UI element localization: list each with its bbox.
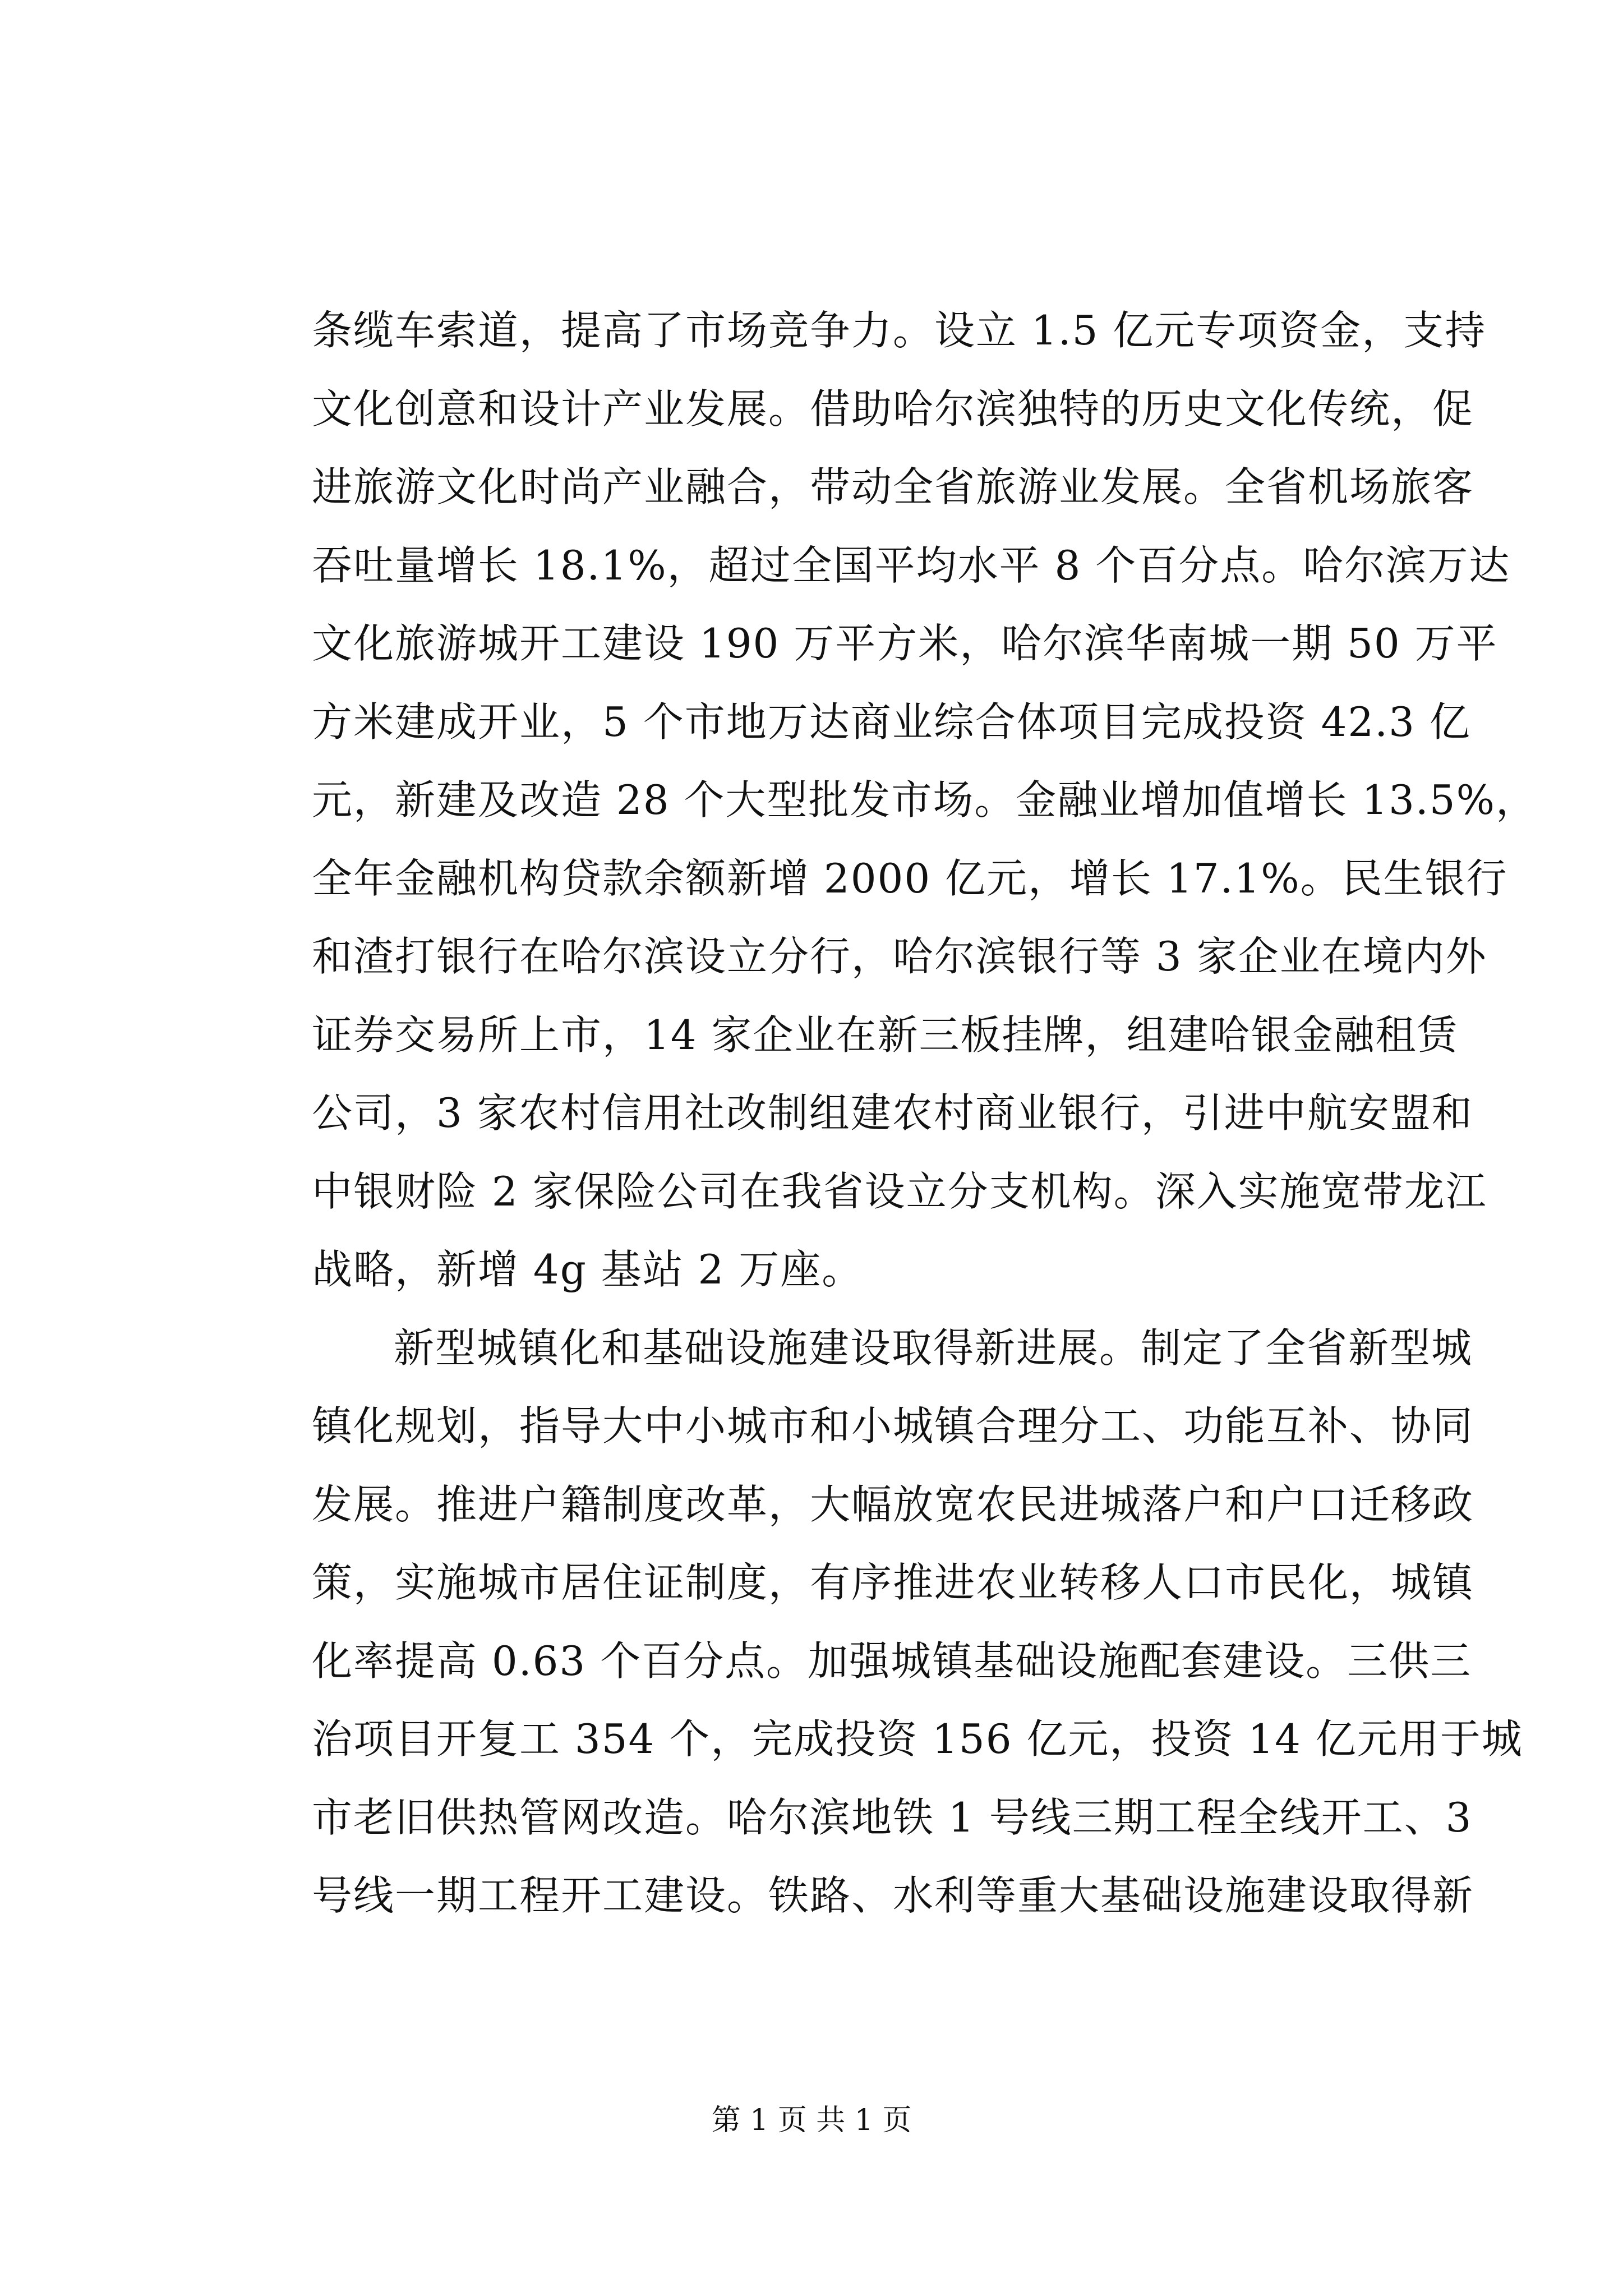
paragraph-line: 方米建成开业，5 个市地万达商业综合体项目完成投资 42.3 亿 [312, 698, 1471, 746]
paragraph-line: 条缆车索道，提高了市场竞争力。设立 1.5 亿元专项资金，支持 [312, 307, 1487, 354]
paragraph-line: 进旅游文化时尚产业融合，带动全省旅游业发展。全省机场旅客 [312, 463, 1474, 510]
paragraph-line: 战略，新增 4g 基站 2 万座。 [312, 1246, 864, 1293]
page-number-footer: 第 1 页 共 1 页 [711, 2104, 912, 2137]
paragraph-line: 证券交易所上市，14 家企业在新三板挂牌，组建哈银金融租赁 [312, 1011, 1459, 1059]
paragraph-line: 化率提高 0.63 个百分点。加强城镇基础设施配套建设。三供三 [312, 1637, 1472, 1685]
paragraph-line: 市老旧供热管网改造。哈尔滨地铁 1 号线三期工程全线开工、3 [312, 1793, 1473, 1841]
paragraph-line: 文化旅游城开工建设 190 万平方米，哈尔滨华南城一期 50 万平 [312, 620, 1498, 667]
paragraph-line: 文化创意和设计产业发展。借助哈尔滨独特的历史文化传统，促 [312, 385, 1474, 432]
paragraph-line: 策，实施城市居住证制度，有序推进农业转移人口市民化，城镇 [312, 1559, 1474, 1606]
paragraph-line: 治项目开复工 354 个，完成投资 156 亿元，投资 14 亿元用于城 [312, 1715, 1523, 1763]
paragraph-line: 发展。推进户籍制度改革，大幅放宽农民进城落户和户口迁移政 [312, 1480, 1474, 1528]
paragraph-line: 中银财险 2 家保险公司在我省设立分支机构。深入实施宽带龙江 [312, 1167, 1487, 1215]
paragraph-line: 吞吐量增长 18.1%，超过全国平均水平 8 个百分点。哈尔滨万达 [312, 541, 1511, 589]
paragraph-line: 镇化规划，指导大中小城市和小城镇合理分工、功能互补、协同 [312, 1402, 1474, 1450]
paragraph-line: 公司，3 家农村信用社改制组建农村商业银行，引进中航安盟和 [312, 1089, 1473, 1137]
paragraph-line: 元，新建及改造 28 个大型批发市场。金融业增加值增长 13.5%， [312, 776, 1538, 823]
body-text [312, 292, 1538, 1935]
paragraph-line: 全年金融机构贷款余额新增 2000 亿元，增长 17.1%。民生银行 [312, 854, 1508, 902]
paragraph-line: 号线一期工程开工建设。铁路、水利等重大基础设施建设取得新 [312, 1872, 1474, 1919]
paragraph-line: 和渣打银行在哈尔滨设立分行，哈尔滨银行等 3 家企业在境内外 [312, 933, 1487, 980]
paragraph-line: 新型城镇化和基础设施建设取得新进展。制定了全省新型城 [394, 1324, 1473, 1372]
